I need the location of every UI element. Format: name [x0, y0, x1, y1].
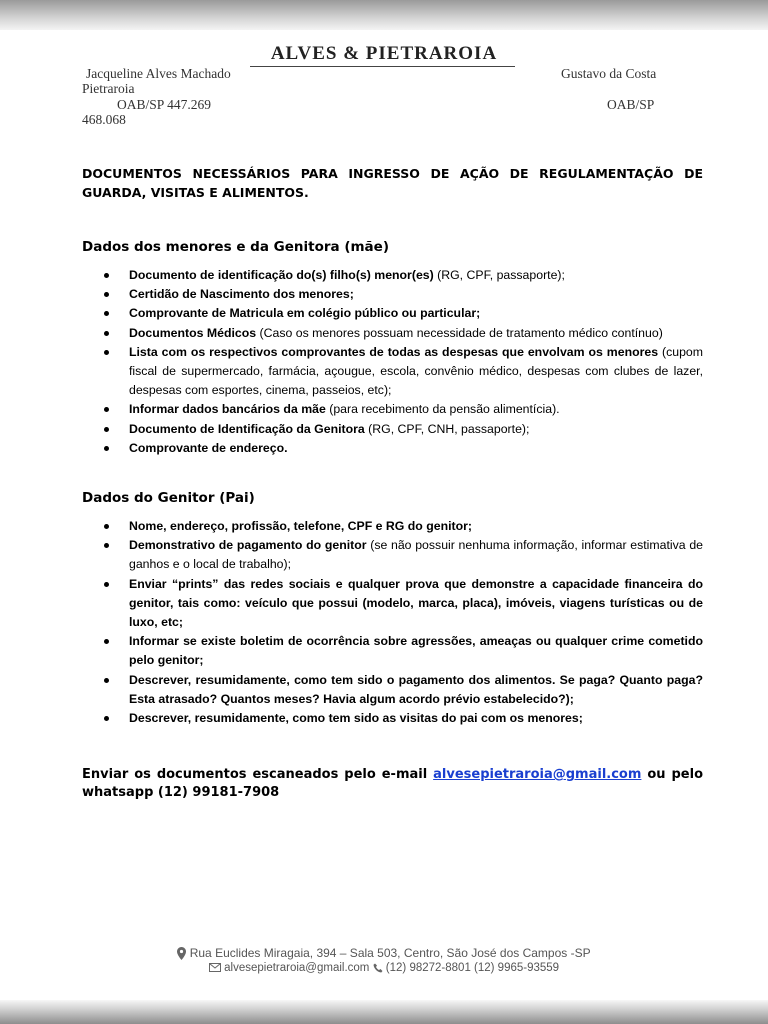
firm-name: ALVES & PIETRAROIA — [270, 43, 498, 64]
location-pin-icon — [177, 947, 186, 960]
list-item: Informar se existe boletim de ocorrência sobre agressões, ameaças ou qualquer crime cometido pelo genitor; — [100, 632, 703, 670]
list-item: Comprovante de endereço. — [100, 439, 703, 458]
list-item: Informar dados bancários da mãe (para recebimento da pensão alimentícia). — [100, 400, 703, 419]
send-prefix: Enviar os documentos escaneados pelo e-mail — [82, 767, 434, 782]
list-item: Nome, endereço, profissão, telefone, CPF e RG do genitor; — [100, 517, 703, 536]
document-title: DOCUMENTOS NECESSÁRIOS PARA INGRESSO DE AÇÃO DE REGULAMENTAÇÃO DE GUARDA, VISITAS E ALIMENTOS. — [82, 166, 703, 200]
list-item: Descrever, resumidamente, como tem sido as visitas do pai com os menores; — [100, 709, 703, 728]
section2-list — [100, 517, 703, 728]
list-item: Enviar “prints” das redes sociais e qualquer prova que demonstre a capacidade financeira do genitor, tais como: veículo que possui (modelo, marca, placa), imóveis, viagens turísticas ou de luxo, etc; — [100, 575, 703, 633]
lawyer1-oab: OAB/SP 447.269 — [117, 97, 212, 112]
footer-address: Rua Euclides Miragaia, 394 – Sala 503, Centro, São José dos Campos -SP — [189, 946, 591, 960]
lawyer1-name: Jacqueline Alves Machado — [86, 66, 231, 81]
section1-list — [100, 266, 703, 458]
footer-email: alvesepietraroia@gmail.com — [224, 962, 370, 974]
lawyer2-name: Gustavo da Costa — [561, 66, 657, 81]
list-item: Certidão de Nascimento dos menores; — [100, 285, 703, 304]
list-item: Documento de identificação do(s) filho(s) menor(es) (RG, CPF, passaporte); — [100, 266, 703, 285]
section2-heading: Dados do Genitor (Pai) — [82, 490, 255, 506]
firm-name-underline — [250, 66, 515, 67]
list-item: Descrever, resumidamente, como tem sido o pagamento dos alimentos. Se paga? Quanto paga? Esta atrasado? Quantos meses? Havia algum acordo prévio estabelecido?); — [100, 671, 703, 709]
email-link[interactable]: alvesepietraroia@gmail.com — [433, 767, 642, 782]
section1-heading: Dados dos menores e da Genitora (mãe) — [82, 239, 389, 255]
send-suffix: ou pelo whatsapp (12) 99181-7908 — [82, 767, 704, 800]
phone-icon — [373, 963, 383, 973]
scan-shadow-bottom — [0, 1000, 768, 1024]
footer-contact-line — [0, 962, 768, 974]
list-item: Demonstrativo de pagamento do genitor (se não possuir nenhuma informação, informar estimativa de ganhos e o local de trabalho); — [100, 536, 703, 574]
list-item: Documento de Identificação da Genitora (RG, CPF, CNH, passaporte); — [100, 420, 703, 439]
lawyer2-oab-prefix: OAB/SP — [607, 97, 655, 112]
list-item: Lista com os respectivos comprovantes de todas as despesas que envolvam os menores (cupom fiscal de supermercado, farmácia, açougue, escola, convênio médico, despesas com clubes de lazer, despesas com esportes, cinema, passeios, etc); — [100, 343, 703, 401]
list-item: Comprovante de Matricula em colégio público ou particular; — [100, 304, 703, 323]
lawyer1-surname: Pietraroia — [82, 81, 135, 96]
lawyer2-oab-number: 468.068 — [82, 112, 126, 127]
footer-address-line — [0, 946, 768, 960]
envelope-icon — [209, 963, 221, 972]
send-instructions — [82, 766, 703, 802]
scan-shadow-top — [0, 0, 768, 30]
list-item: Documentos Médicos (Caso os menores possuam necessidade de tratamento médico contínuo) — [100, 324, 703, 343]
footer-phones: (12) 98272-8801 (12) 9965-93559 — [385, 962, 560, 974]
